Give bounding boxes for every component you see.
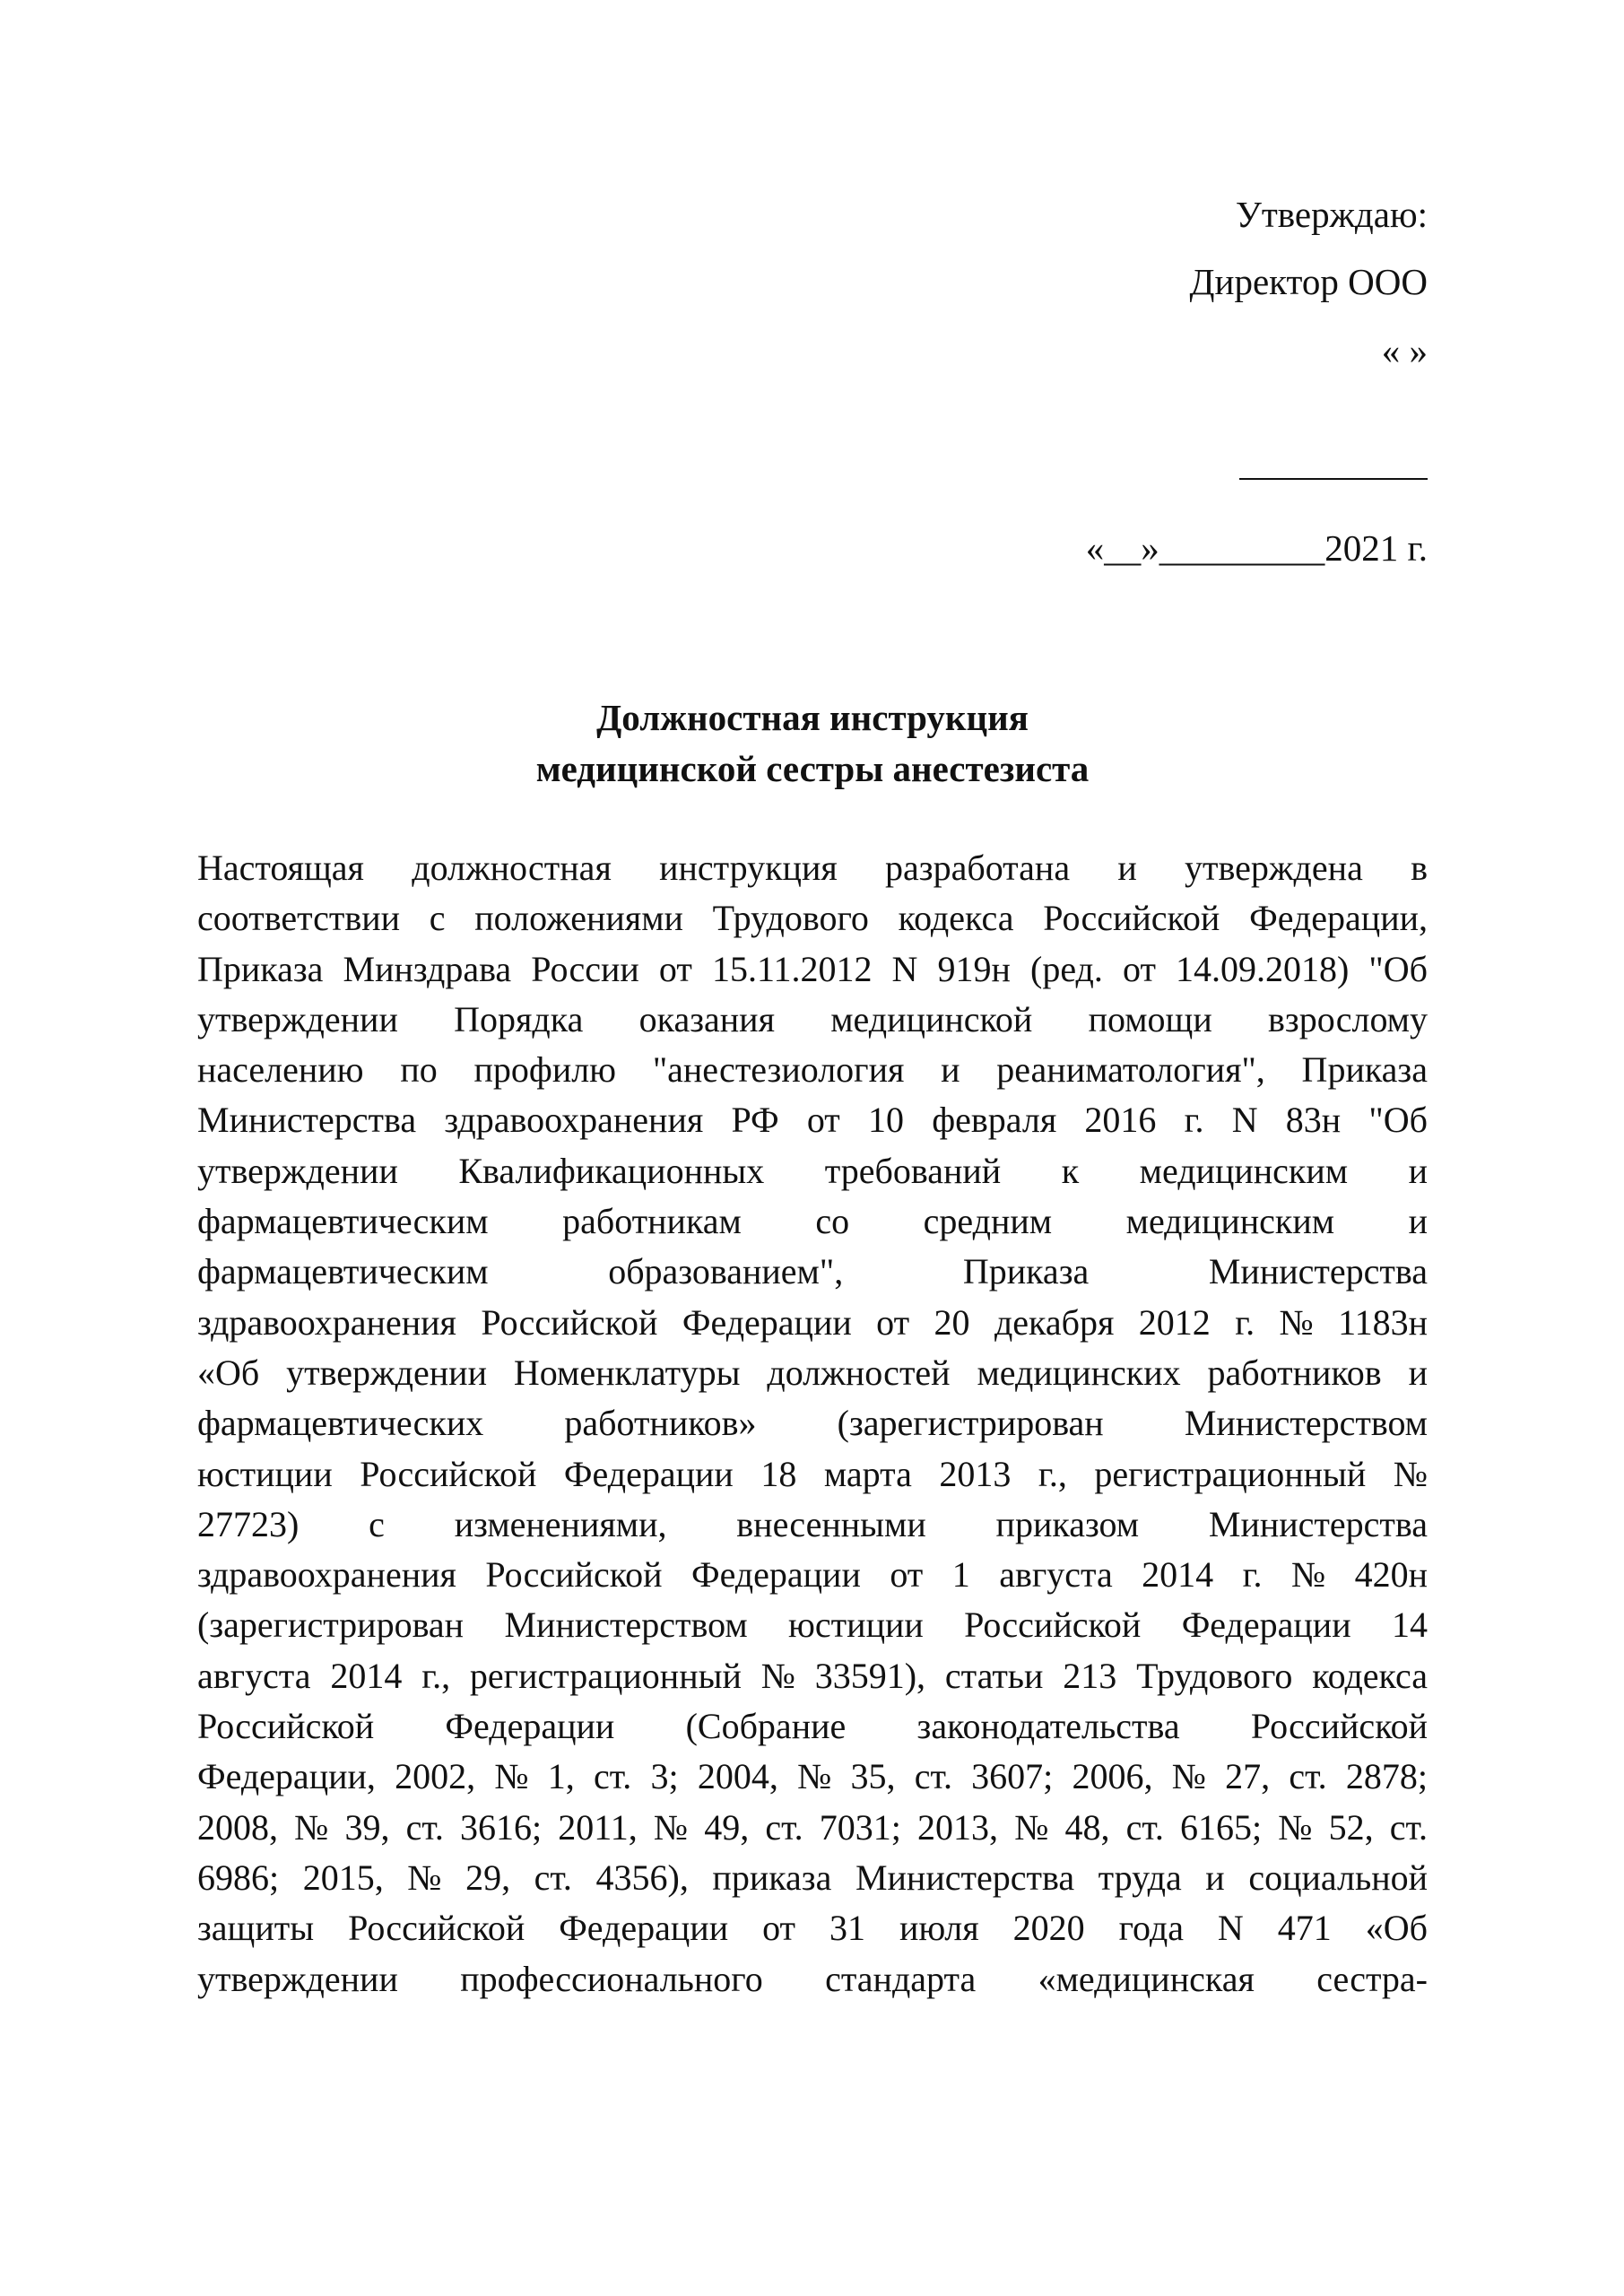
body-line: фармацевтических работников» (зарегистрирован Министерством: [197, 1403, 1428, 1444]
body-line: Настоящая должностная инструкция разработана и утверждена в: [197, 848, 1428, 888]
body-line: Федерации, 2002, № 1, ст. 3; 2004, № 35, ст. 3607; 2006, № 27, ст. 2878;: [197, 1756, 1428, 1797]
body-line: 27723) с изменениями, внесенными приказом Министерства: [197, 1503, 1428, 1544]
body-line: Приказа Минздрава России от 15.11.2012 N 919н (ред. от 14.09.2018) "Об: [197, 948, 1428, 989]
body-line: защиты Российской Федерации от 31 июля 2020 года N 471 «Об: [197, 1908, 1428, 1949]
body-line: августа 2014 г., регистрационный № 33591), статьи 213 Трудового кодекса: [197, 1655, 1428, 1696]
organization-name-quotes: « »: [1381, 330, 1428, 371]
title-line-2: медицинской сестры анестезиста: [535, 748, 1090, 789]
director-line: Директор ООО: [1189, 261, 1428, 302]
body-line: 2008, № 39, ст. 3616; 2011, № 49, ст. 7031; 2013, № 48, ст. 6165; № 52, ст.: [197, 1806, 1428, 1848]
body-line: 6986; 2015, № 29, ст. 4356), приказа Министерства труда и социальной: [197, 1857, 1428, 1898]
body-line: (зарегистрирован Министерством юстиции Российской Федерации 14: [197, 1605, 1428, 1646]
body-line: «Об утверждении Номенклатуры должностей медицинских работников и: [197, 1352, 1428, 1393]
body-line: фармацевтическим работникам со средним медицинским и: [197, 1201, 1428, 1242]
body-line: населению по профилю "анестезиология и реаниматология", Приказа: [197, 1049, 1428, 1091]
body-line: утверждении Квалификационных требований к медицинским и: [197, 1150, 1428, 1191]
body-line: Российской Федерации (Собрание законодательства Российской: [197, 1706, 1428, 1747]
body-line: утверждении Порядка оказания медицинской помощи взрослому: [197, 998, 1428, 1039]
body-paragraph: [197, 843, 1428, 2005]
body-line: здравоохранения Российской Федерации от 1 августа 2014 г. № 420н: [197, 1554, 1428, 1596]
title-line-1: Должностная инструкция: [596, 697, 1029, 738]
approval-date-line: «__»_________2021 г.: [1085, 527, 1428, 569]
body-line: здравоохранения Российской Федерации от 20 декабря 2012 г. № 1183н: [197, 1301, 1428, 1343]
approve-label: Утверждаю:: [1235, 194, 1428, 235]
body-line: юстиции Российской Федерации 18 марта 2013 г., регистрационный №: [197, 1453, 1428, 1494]
signature-line: [1239, 478, 1428, 480]
body-line: утверждении профессионального стандарта «медицинская сестра-: [197, 1958, 1428, 1999]
body-line: фармацевтическим образованием", Приказа Министерства: [197, 1251, 1428, 1292]
body-line: соответствии с положениями Трудового кодекса Российской Федерации,: [197, 898, 1428, 939]
document-title: [197, 692, 1428, 795]
body-line: Министерства здравоохранения РФ от 10 февраля 2016 г. N 83н "Об: [197, 1100, 1428, 1141]
